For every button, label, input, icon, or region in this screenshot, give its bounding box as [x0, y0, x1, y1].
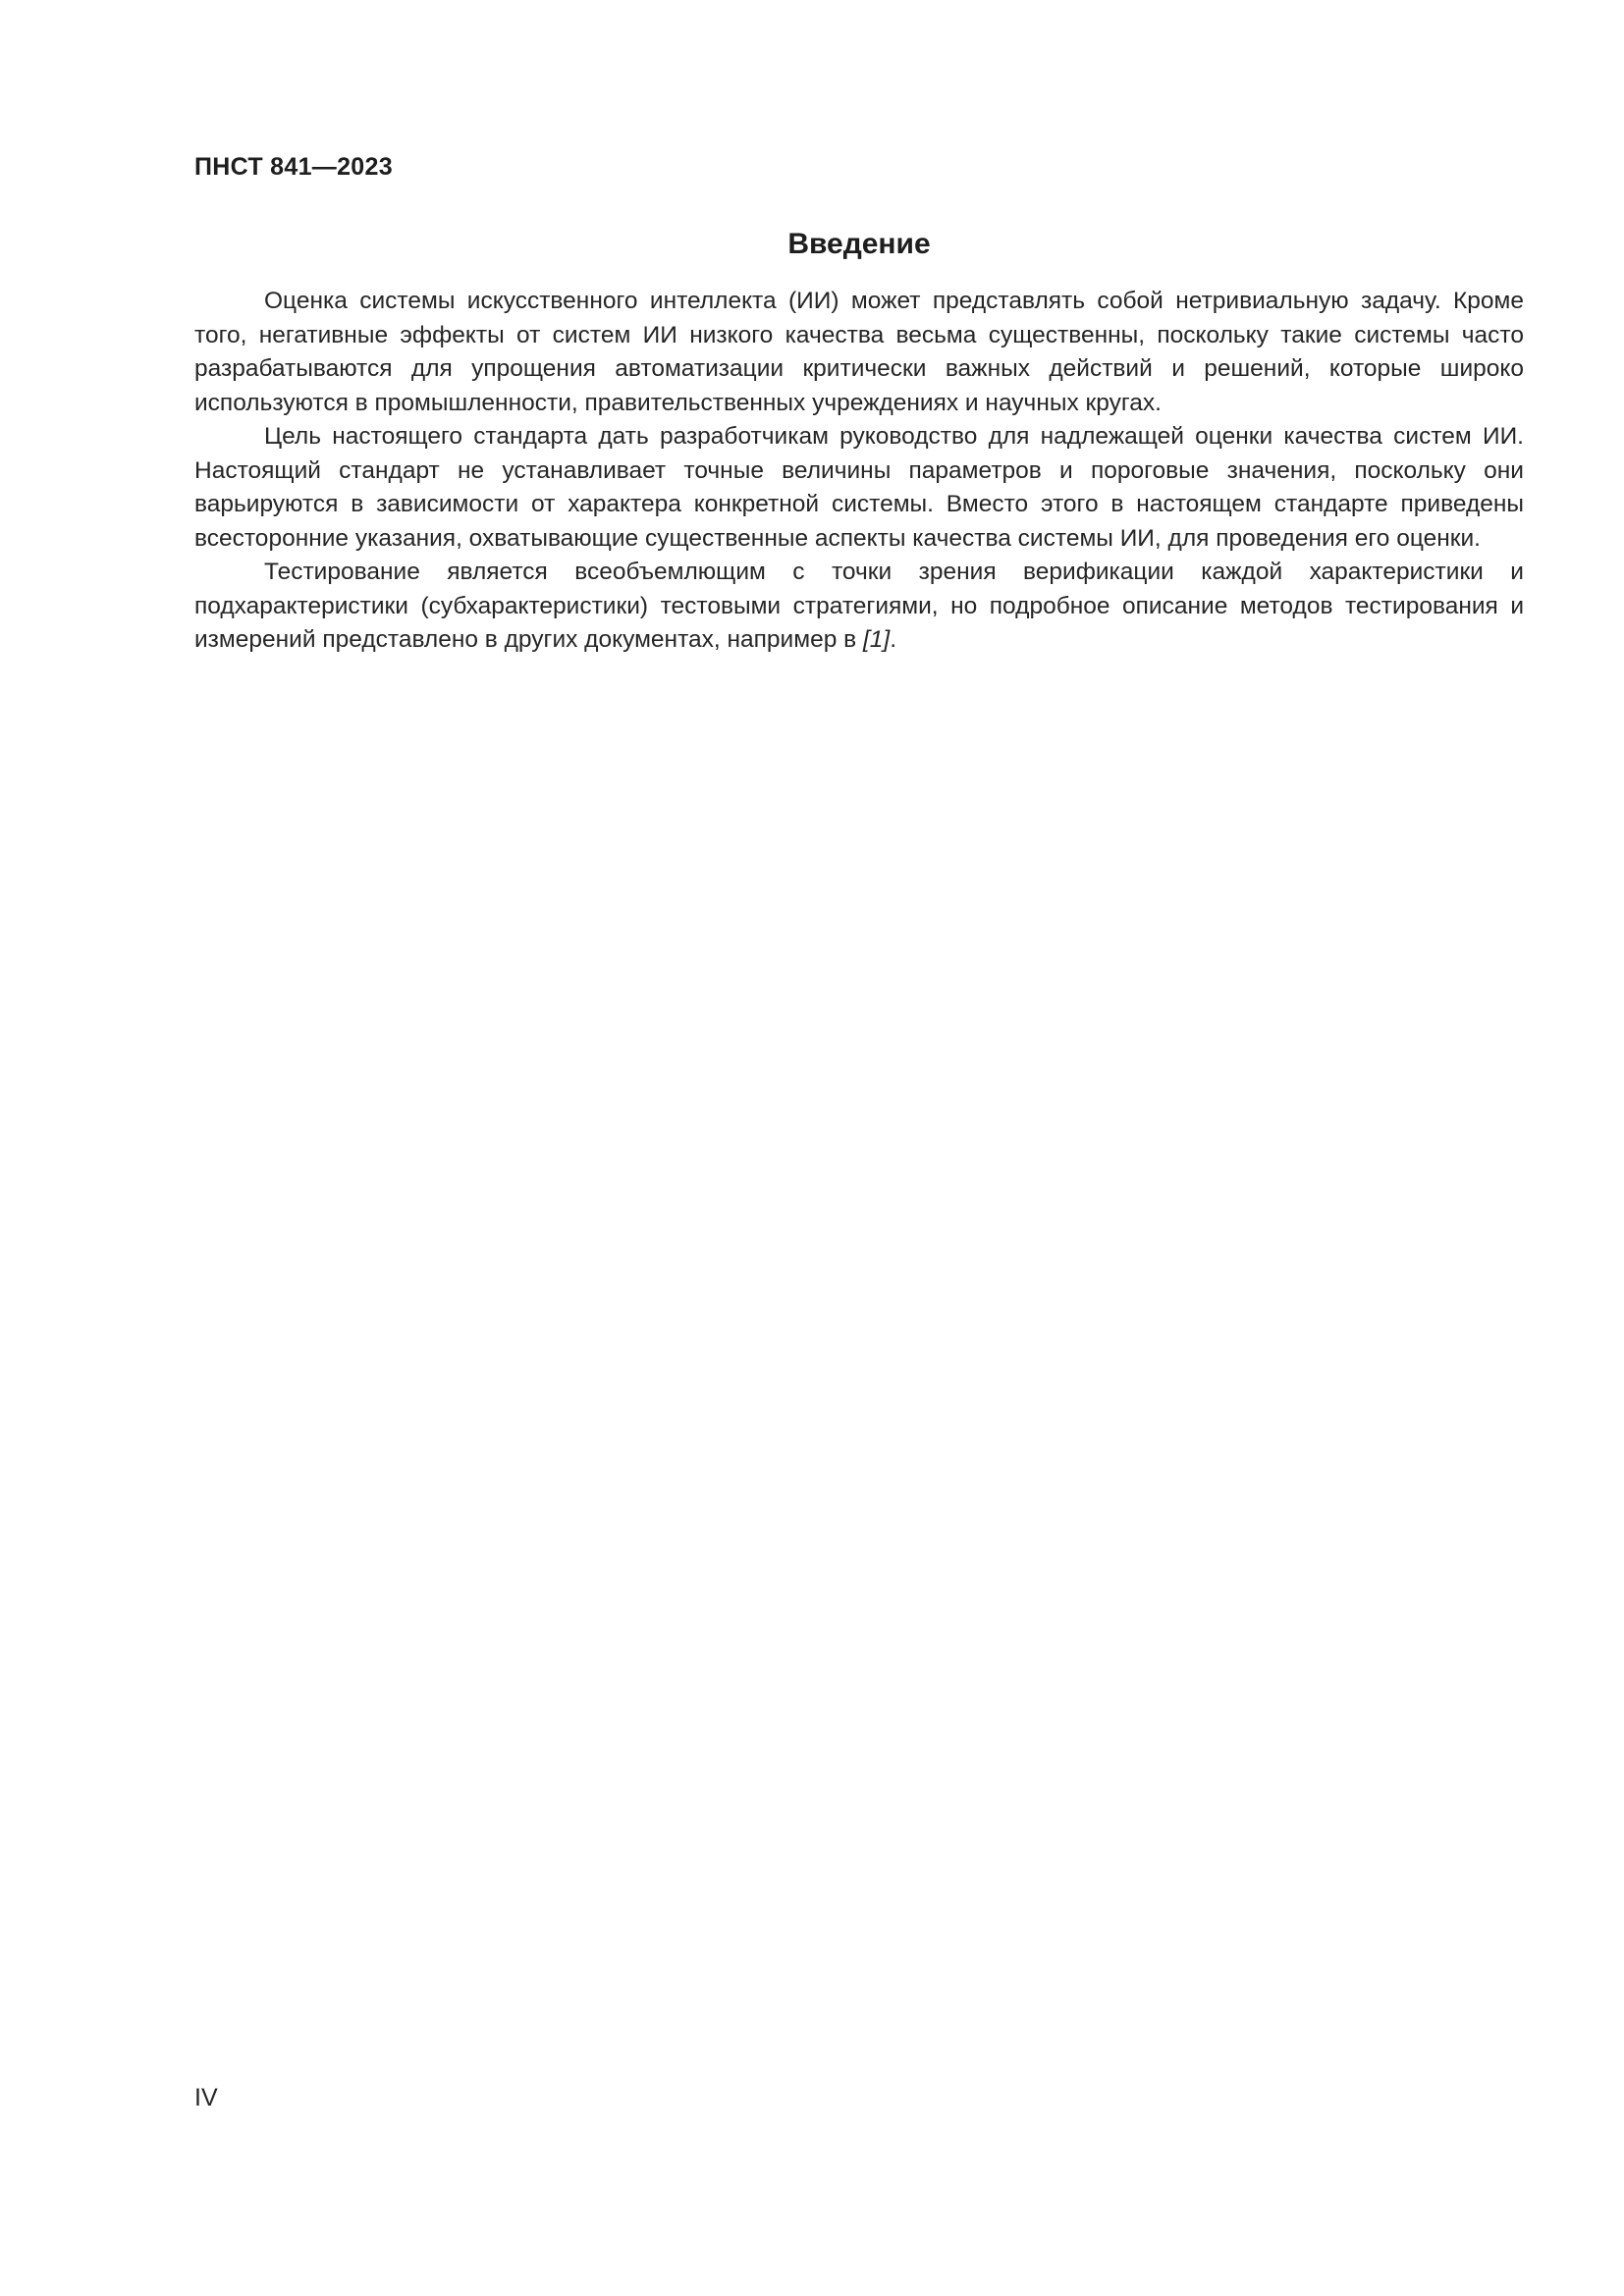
paragraph-2: Цель настоящего стандарта дать разработчикам руководство для надлежащей оценки качества систем ИИ. Настоящий стандарт не устанавливает точные величины параметров и пороговые значения, поскольку они варьируются в зависимости от характера конкретной системы. Вместо этого в настоящем стандарте приведены всесторонние указания, охватывающие существенные аспекты качества системы ИИ, для проведения его оценки.: [194, 423, 1524, 552]
bibliography-reference-link[interactable]: [1]: [862, 626, 891, 653]
paragraph-3-end: .: [890, 626, 897, 653]
document-code: ПНСТ 841—2023: [194, 153, 393, 181]
section-title: Введение: [787, 228, 931, 260]
paragraph-3: [194, 556, 1524, 658]
paragraph-3-text: Тестирование является всеобъемлющим с точки зрения верификации каждой характеристики и подхарактеристики (субхарактеристики) тестовыми стратегиями, но подробное описание методов тестирования и измерений представлено в других документах, например в: [194, 559, 1524, 653]
page-number: IV: [194, 2084, 218, 2111]
paragraph-1: Оценка системы искусственного интеллекта (ИИ) может представлять собой нетривиальную задачу. Кроме того, негативные эффекты от систем ИИ низкого качества весьма существенны, поскольку такие системы часто разрабатываются для упрощения автоматизации критически важных действий и решений, которые широко используются в промышленности, правительственных учреждениях и научных кругах.: [194, 288, 1524, 416]
introduction-body: [194, 285, 1524, 658]
